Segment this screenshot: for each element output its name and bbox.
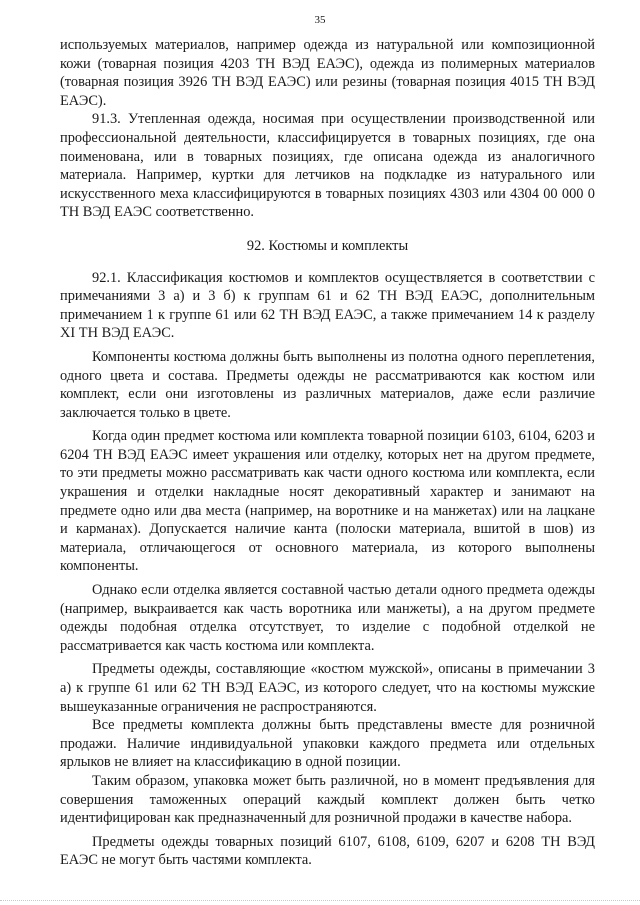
paragraph-components: Компоненты костюма должны быть выполнены из полотна одного переплетения, одного цвета и состава. Предметы одежды не рассматриваются как костюм или комплект, если они изготовлены из различных материалов, даже если различие заключается только в цвете. <box>60 348 595 421</box>
paragraph-packaging: Таким образом, упаковка может быть различной, но в момент предъявления для совершения таможенных операций каждый комплект должен быть четко идентифицирован как предназначенный для розничной продажи в качестве набора. <box>60 772 595 827</box>
page-number: 35 <box>314 14 326 26</box>
paragraph-mens-suit: Предметы одежды, составляющие «костюм мужской», описаны в примечании 3 а) к группе 61 или 62 ТН ВЭД ЕАЭС, из которого следует, что на костюмы мужские вышеуказанные ограничения не распространяются. <box>60 661 595 715</box>
paragraph-trim: Однако если отделка является составной частью детали одного предмета одежды (например, выкраивается как часть воротника или манжеты), а на другом предмете одежды подобная отделка отсутствует, то изделие с подобной отделкой не рассматривается как часть костюма или комплекта. <box>60 582 595 654</box>
page-body <box>60 36 595 870</box>
paragraph-retail-sale: Все предметы комплекта должны быть представлены вместе для розничной продажи. Наличие индивидуальной упаковки каждого предмета или отдельных ярлыков не влияет на классификацию в одной позиции. <box>60 717 595 771</box>
scan-edge-line <box>0 900 640 905</box>
paragraph-92-1: 92.1. Классификация костюмов и комплектов осуществляется в соответствии с примечаниями 3 а) и 3 б) к группам 61 и 62 ТН ВЭД ЕАЭС, дополнительным примечанием 1 к группе 61 или 62 ТН ВЭД ЕАЭС, а также примечанием 14 к разделу XI ТН ВЭД ЕАЭС. <box>60 269 595 342</box>
paragraph-excluded-headings: Предметы одежды товарных позиций 6107, 6108, 6109, 6207 и 6208 ТН ВЭД ЕАЭС не могут быть частями комплекта. <box>60 833 595 869</box>
paragraph-91-3: 91.3. Утепленная одежда, носимая при осуществлении производственной или профессиональной деятельности, классифицируется в товарных позициях, где она поименована, или в товарных позициях, где описана одежда из аналогичного материала. Например, куртки для летчиков на подкладке из натурального или искусственного меха классифицируются в товарных позициях 4303 или 4304 00 000 0 ТН ВЭД ЕАЭС соответственно. <box>60 111 595 221</box>
paragraph-continuation: используемых материалов, например одежда из натуральной или композиционной кожи (товарная позиция 4203 ТН ВЭД ЕАЭС), одежда из полимерных материалов (товарная позиция 3926 ТН ВЭД ЕАЭС) или резины (товарная позиция 4015 ТН ВЭД ЕАЭС). <box>60 37 595 109</box>
section-heading: 92. Костюмы и комплекты <box>246 237 409 254</box>
paragraph-decorations: Когда один предмет костюма или комплекта товарной позиции 6103, 6104, 6203 и 6204 ТН ВЭД ЕАЭС имеет украшения или отделку, которых нет на другом предмете, то эти предметы можно рассматривать как части одного костюма или комплекта, если украшения и отделки накладные носят декоративный характер и занимают на предмете одно или два места (например, на воротнике и на манжетах) или на лацкане и карманах). Допускается наличие канта (полоски материала, вшитой в шов) из материала, отличающегося от основного материала, из которого выполнены компоненты. <box>60 428 595 575</box>
